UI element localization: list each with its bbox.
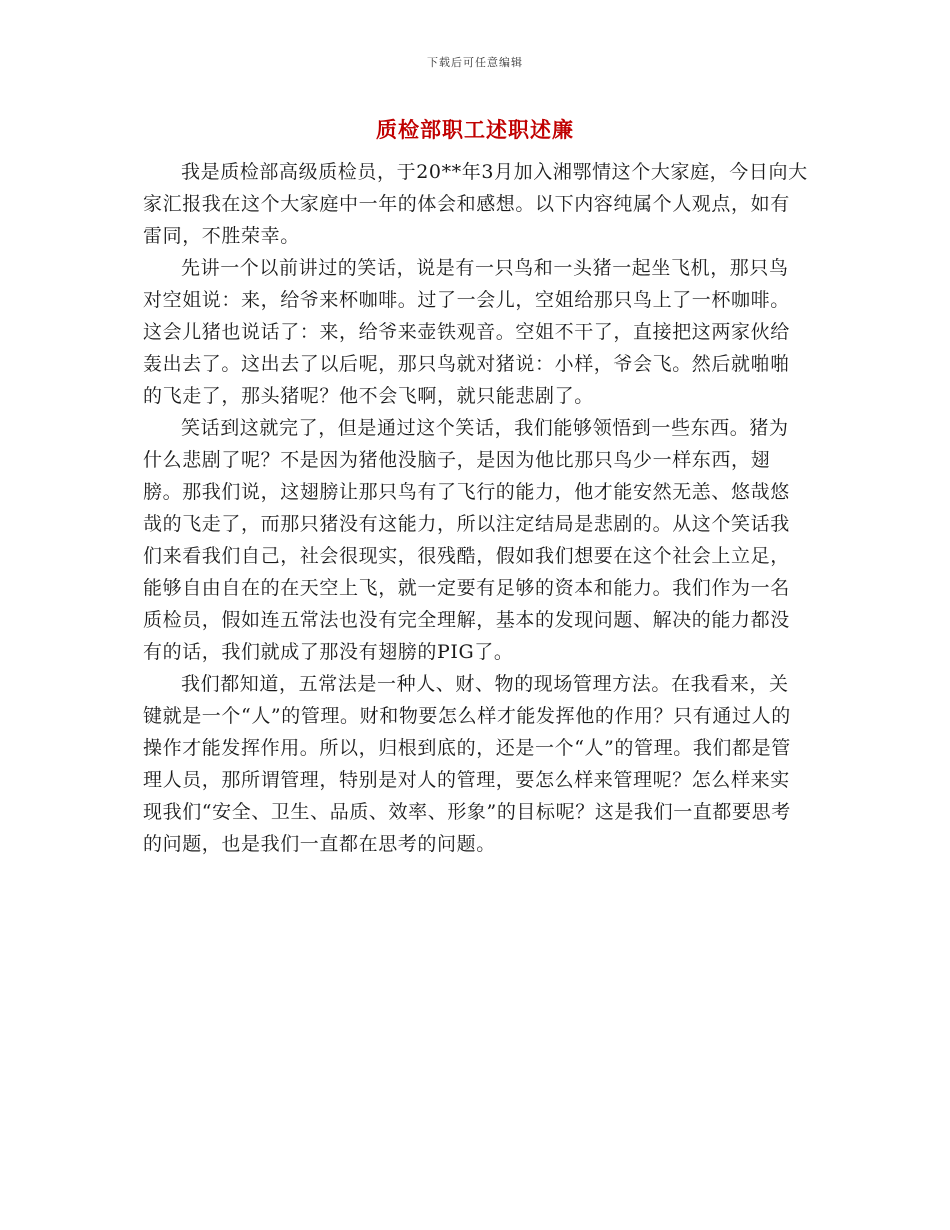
- paragraph-4: 我们都知道，五常法是一种人、财、物的现场管理方法。在我看来，关键就是一个“人”的管理。财和物要怎么样才能发挥他的作用？只有通过人的操作才能发挥作用。所以，归根到底的，还是一个“人”的管理。我们都是管理人员，那所谓管理，特别是对人的管理，要怎么样来管理呢？怎么样来实现我们“安全、卫生、品质、效率、形象”的目标呢？这是我们一直都要思考的问题，也是我们一直都在思考的问题。: [143, 673, 791, 855]
- paragraph-1: 我是质检部高级质检员，于20**年3月加入湘鄂情这个大家庭，今日向大家汇报我在这个大家庭中一年的体会和感想。以下内容纯属个人观点，如有雷同，不胜荣幸。: [143, 161, 808, 247]
- document-title: 质检部职工述职述廉: [376, 117, 574, 142]
- paragraph-2: 先讲一个以前讲过的笑话，说是有一只鸟和一头猪一起坐飞机，那只鸟对空姐说：来，给爷来杯咖啡。过了一会儿，空姐给那只鸟上了一杯咖啡。这会儿猪也说话了：来，给爷来壶铁观音。空姐不干了，直接把这两家伙给轰出去了。这出去了以后呢，那只鸟就对猪说：小样，爷会飞。然后就啪啪的飞走了，那头猪呢？他不会飞啊，就只能悲剧了。: [143, 257, 790, 407]
- document-body: [143, 156, 808, 860]
- header-note: 下载后可任意编辑: [427, 56, 523, 69]
- paragraph-3: 笑话到这就完了，但是通过这个笑话，我们能够领悟到一些东西。猪为什么悲剧了呢？不是因为猪他没脑子，是因为他比那只鸟少一样东西，翅膀。那我们说，这翅膀让那只鸟有了飞行的能力，他才能安然无恙、悠哉悠哉的飞走了，而那只猪没有这能力，所以注定结局是悲剧的。从这个笑话我们来看我们自己，社会很现实，很残酷，假如我们想要在这个社会上立足，能够自由自在的在天空上飞，就一定要有足够的资本和能力。我们作为一名质检员，假如连五常法也没有完全理解，基本的发现问题、解决的能力都没有的话，我们就成了那没有翅膀的PIG了。: [143, 417, 790, 663]
